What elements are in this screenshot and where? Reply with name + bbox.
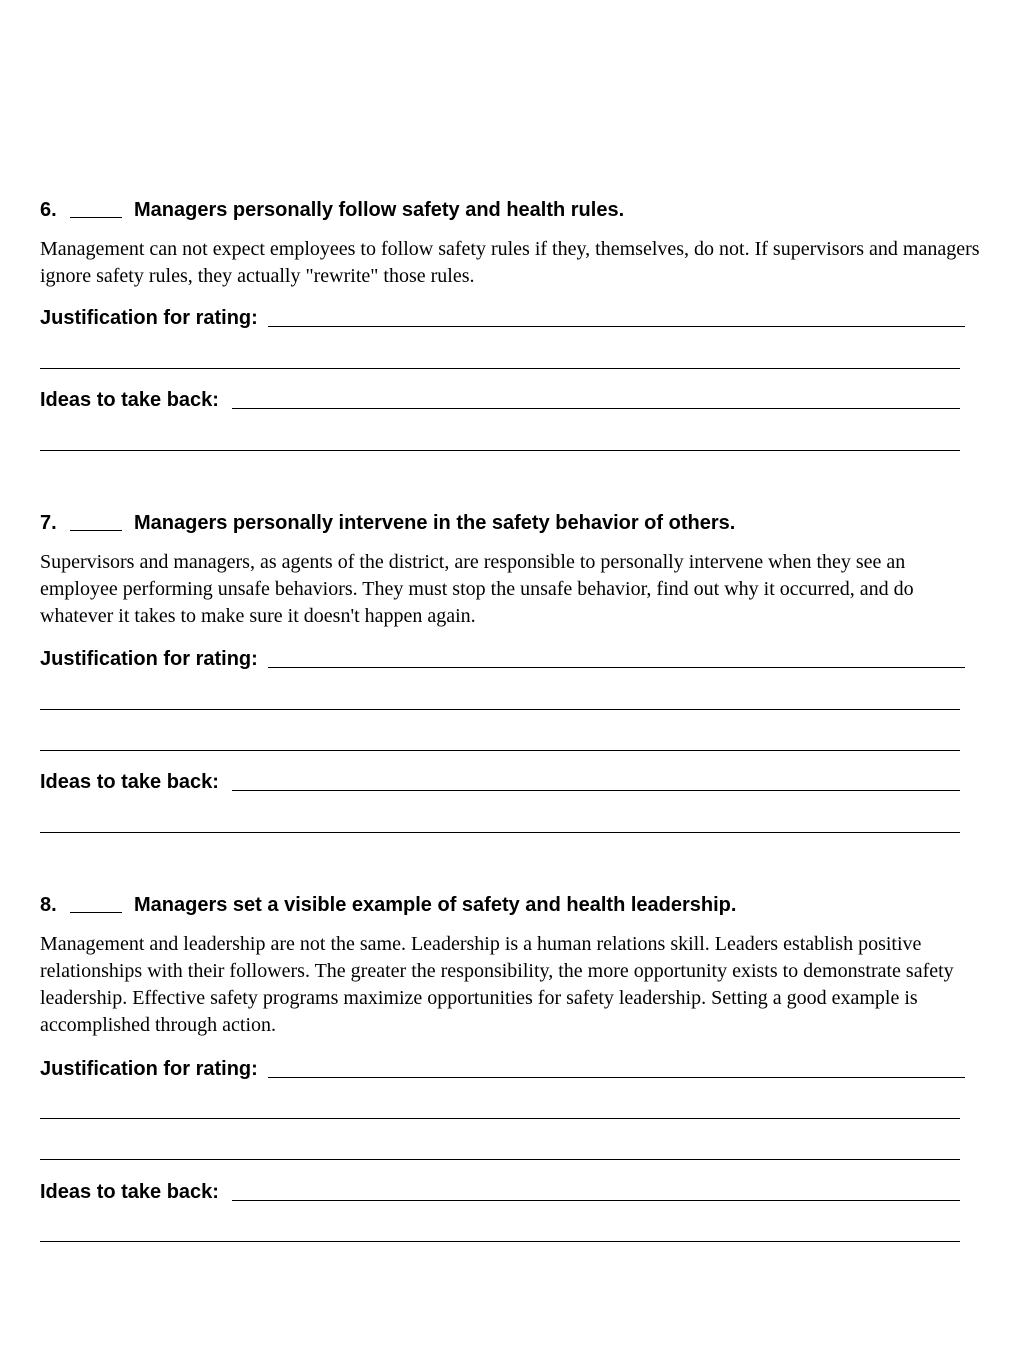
ideas-field-line[interactable]	[40, 450, 960, 451]
ideas-label: Ideas to take back:	[40, 1181, 219, 1203]
justification-field-line[interactable]	[40, 750, 960, 751]
item-description: Management can not expect employees to follow safety rules if they, themselves, do not. If supervisors and managers ignore safety rules, they actually "rewrite" those rules.	[40, 238, 980, 287]
ideas-field-line[interactable]	[40, 832, 960, 833]
ideas-field[interactable]	[232, 407, 960, 409]
justification-field-line[interactable]	[40, 1118, 960, 1119]
justification-field-line[interactable]	[40, 368, 960, 369]
item-number: 8.	[40, 894, 57, 916]
item-6	[40, 198, 985, 290]
justification-field-line[interactable]	[40, 1159, 960, 1160]
justification-field[interactable]	[268, 325, 965, 327]
justification-label: Justification for rating:	[40, 1058, 258, 1080]
item-title: Managers personally follow safety and health rules.	[134, 199, 625, 221]
item-heading	[40, 893, 985, 917]
item-title: Managers personally intervene in the safety behavior of others.	[134, 512, 736, 534]
justification-row	[40, 647, 965, 671]
justification-label: Justification for rating:	[40, 307, 258, 329]
rating-blank[interactable]	[70, 216, 122, 218]
rating-blank[interactable]	[70, 529, 122, 531]
justification-label: Justification for rating:	[40, 648, 258, 670]
ideas-field[interactable]	[232, 1199, 960, 1201]
justification-row	[40, 306, 965, 330]
item-heading	[40, 198, 985, 222]
justification-row	[40, 1057, 965, 1081]
justification-field[interactable]	[268, 1076, 965, 1078]
justification-field[interactable]	[268, 666, 965, 668]
item-number: 6.	[40, 199, 57, 221]
item-7	[40, 511, 985, 630]
item-8	[40, 893, 985, 1039]
item-title: Managers set a visible example of safety and health leadership.	[134, 894, 737, 916]
item-description: Supervisors and managers, as agents of the district, are responsible to personally intervene when they see an employee performing unsafe behaviors. They must stop the unsafe behavior, find out why it occurred, and do whatever it takes to make sure it doesn't happen again.	[40, 551, 914, 627]
ideas-row	[40, 1180, 965, 1204]
ideas-label: Ideas to take back:	[40, 771, 219, 793]
item-description: Management and leadership are not the same. Leadership is a human relations skill. Leaders establish positive relationships with their followers. The greater the responsibility, the more opportunity exists to demonstrate safety leadership. Effective safety programs maximize opportunities for safety leadership. Setting a good example is accomplished through action.	[40, 933, 954, 1036]
justification-field-line[interactable]	[40, 709, 960, 710]
item-heading	[40, 511, 985, 535]
ideas-field[interactable]	[232, 789, 960, 791]
ideas-label: Ideas to take back:	[40, 389, 219, 411]
ideas-row	[40, 770, 965, 794]
ideas-field-line[interactable]	[40, 1241, 960, 1242]
ideas-row	[40, 388, 965, 412]
rating-blank[interactable]	[70, 911, 122, 913]
item-number: 7.	[40, 512, 57, 534]
